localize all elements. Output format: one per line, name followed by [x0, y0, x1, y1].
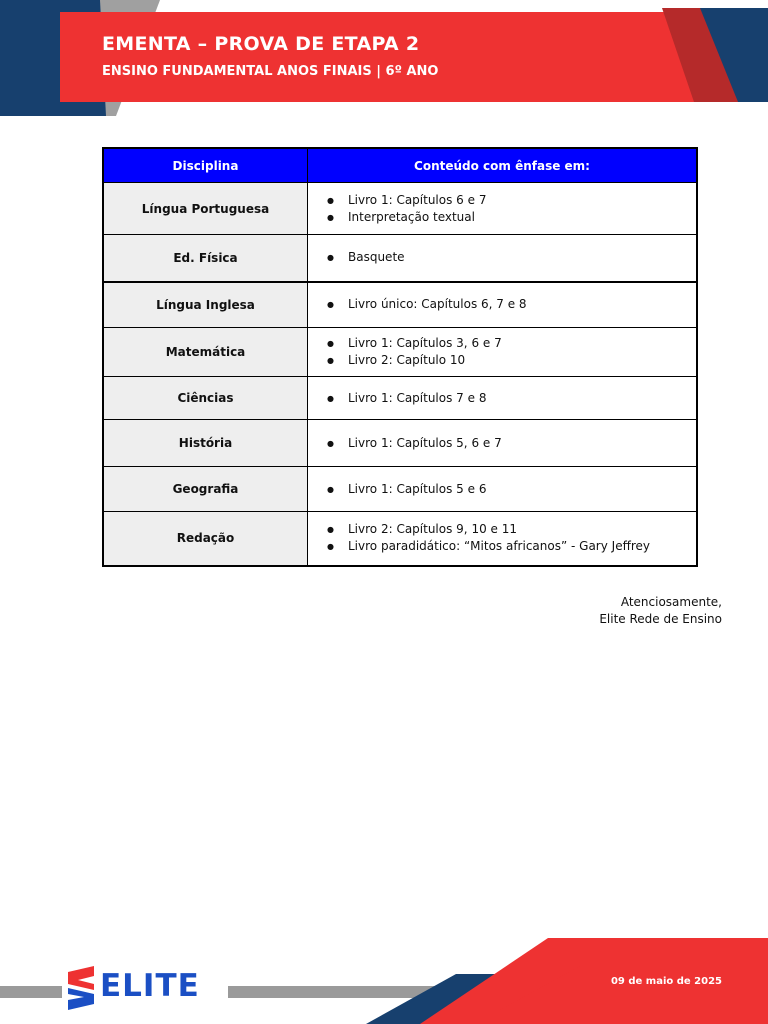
header-decoration: [0, 0, 768, 120]
column-header-subject: Disciplina: [103, 148, 308, 183]
content-cell: [308, 512, 698, 566]
content-list: [324, 335, 696, 369]
table-row: [103, 235, 697, 282]
content-item: ● Livro 2: Capítulo 10: [324, 352, 696, 369]
signature-closing: Atenciosamente,: [620, 595, 722, 609]
content-list: [324, 435, 696, 452]
content-item: ● Livro único: Capítulos 6, 7 e 8: [324, 296, 696, 313]
content-cell: [308, 235, 698, 282]
logo-mark-icon: [64, 964, 94, 1010]
content-item: ● Livro 2: Capítulos 9, 10 e 11: [324, 521, 696, 538]
content-item: ● Livro paradidático: “Mitos africanos” - Gary Jeffrey: [324, 538, 696, 555]
header-banner: [0, 0, 768, 120]
table-row: [103, 512, 697, 566]
content-list: [324, 521, 696, 555]
content-item: ● Interpretação textual: [324, 209, 696, 226]
table-row: [103, 282, 697, 328]
table-header-row: [103, 148, 697, 183]
subject-cell: Matemática: [103, 328, 308, 377]
subject-cell: Geografia: [103, 467, 308, 512]
subject-cell: Ciências: [103, 377, 308, 420]
subject-cell: História: [103, 420, 308, 467]
table-row: [103, 183, 697, 235]
content-item: ● Livro 1: Capítulos 6 e 7: [324, 192, 696, 209]
column-header-content: Conteúdo com ênfase em:: [308, 148, 698, 183]
table-row: [103, 420, 697, 467]
document-date: 09 de maio de 2025: [610, 976, 722, 987]
page-title: EMENTA – PROVA DE ETAPA 2: [102, 33, 420, 55]
content-item: ● Livro 1: Capítulos 5, 6 e 7: [324, 435, 696, 452]
subject-cell: Língua Portuguesa: [103, 183, 308, 235]
subject-cell: Redação: [103, 512, 308, 566]
content-list: [324, 390, 696, 407]
content-item: ● Livro 1: Capítulos 7 e 8: [324, 390, 696, 407]
content-list: [324, 481, 696, 498]
subject-cell: Ed. Física: [103, 235, 308, 282]
content-cell: [308, 377, 698, 420]
page-subtitle: ENSINO FUNDAMENTAL ANOS FINAIS | 6º ANO: [102, 64, 439, 79]
content-cell: [308, 183, 698, 235]
content-item: ● Livro 1: Capítulos 5 e 6: [324, 481, 696, 498]
logo-wordmark: ELITE: [100, 968, 200, 1004]
content-list: [324, 192, 696, 226]
content-list: [324, 296, 696, 313]
content-item: ● Basquete: [324, 249, 696, 266]
elite-logo: [64, 964, 226, 1016]
content-cell: [308, 282, 698, 328]
content-list: [324, 249, 696, 266]
signature-organization: Elite Rede de Ensino: [599, 612, 722, 626]
content-cell: [308, 420, 698, 467]
subject-cell: Língua Inglesa: [103, 282, 308, 328]
table-row: [103, 467, 697, 512]
footer-banner: [0, 930, 768, 1024]
syllabus-table: [102, 147, 698, 567]
content-cell: [308, 467, 698, 512]
content-cell: [308, 328, 698, 377]
content-item: ● Livro 1: Capítulos 3, 6 e 7: [324, 335, 696, 352]
table-row: [103, 377, 697, 420]
table-row: [103, 328, 697, 377]
signature-block: [599, 594, 722, 628]
